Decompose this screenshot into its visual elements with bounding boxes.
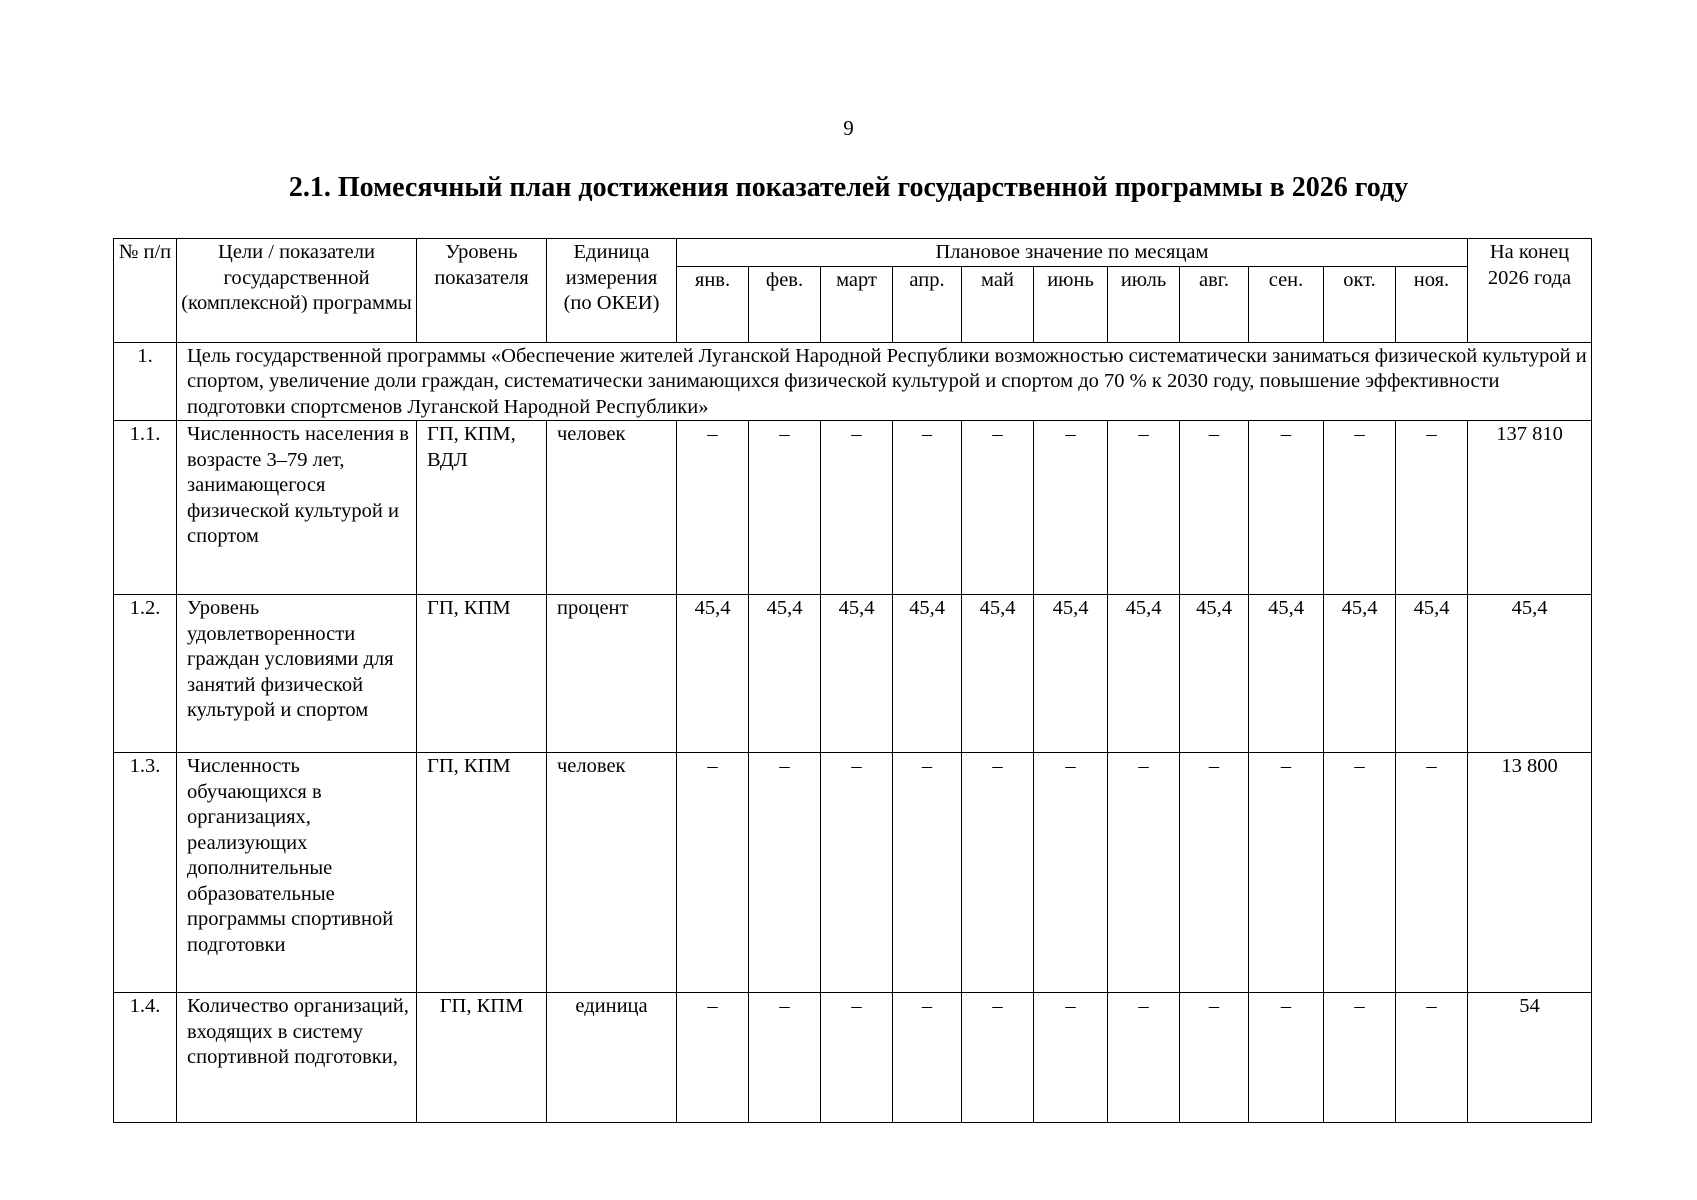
header-month: сен. bbox=[1249, 266, 1324, 342]
row-unit: процент bbox=[547, 595, 677, 753]
row-unit: человек bbox=[547, 753, 677, 993]
row-month-value: – bbox=[1034, 421, 1108, 595]
row-num: 1.3. bbox=[114, 753, 177, 993]
table-row bbox=[114, 421, 1592, 595]
row-month-value: 45,4 bbox=[1180, 595, 1249, 753]
header-month: фев. bbox=[749, 266, 821, 342]
row-month-value: – bbox=[962, 993, 1034, 1123]
row-num: 1.2. bbox=[114, 595, 177, 753]
header-end: На конец 2026 года bbox=[1468, 239, 1592, 343]
header-month: ноя. bbox=[1396, 266, 1468, 342]
page-number: 9 bbox=[843, 116, 854, 140]
row-month-value: – bbox=[1396, 993, 1468, 1123]
row-num: 1.1. bbox=[114, 421, 177, 595]
row-unit: единица bbox=[547, 993, 677, 1123]
row-month-value: – bbox=[821, 753, 893, 993]
row-name: Уровень удовлетворенности граждан условиями для занятий физической культурой и спортом bbox=[177, 595, 417, 753]
header-plan-group: Плановое значение по месяцам bbox=[677, 239, 1468, 267]
row-month-value: – bbox=[1108, 421, 1180, 595]
row-month-value: – bbox=[821, 421, 893, 595]
header-month: июнь bbox=[1034, 266, 1108, 342]
row-month-value: – bbox=[962, 421, 1034, 595]
row-month-value: 45,4 bbox=[677, 595, 749, 753]
row-month-value: – bbox=[749, 421, 821, 595]
goal-row bbox=[114, 342, 1592, 421]
row-month-value: – bbox=[1034, 993, 1108, 1123]
row-month-value: – bbox=[677, 993, 749, 1123]
row-month-value: 45,4 bbox=[821, 595, 893, 753]
row-name: Количество организаций, входящих в систему спортивной подготовки, bbox=[177, 993, 417, 1123]
header-level: Уровень показателя bbox=[417, 239, 547, 343]
row-month-value: 45,4 bbox=[1249, 595, 1324, 753]
row-month-value: – bbox=[893, 753, 962, 993]
row-unit: человек bbox=[547, 421, 677, 595]
row-month-value: – bbox=[677, 753, 749, 993]
row-month-value: – bbox=[749, 753, 821, 993]
header-goal: Цели / показатели государственной (комплексной) программы bbox=[177, 239, 417, 343]
row-level: ГП, КПМ bbox=[417, 753, 547, 993]
row-num: 1.4. bbox=[114, 993, 177, 1123]
header-unit: Единица измерения (по ОКЕИ) bbox=[547, 239, 677, 343]
goal-text: Цель государственной программы «Обеспечение жителей Луганской Народной Республики возможностью систематически заниматься физической культурой и спортом, увеличение доли граждан, систематически занимающихся физической культурой и спортом до 70 % к 2030 году, повышение эффективности подготовки спортсменов Луганской Народной Республики» bbox=[177, 342, 1592, 421]
row-month-value: – bbox=[677, 421, 749, 595]
table-row bbox=[114, 595, 1592, 753]
row-month-value: – bbox=[749, 993, 821, 1123]
row-end-value: 137 810 bbox=[1468, 421, 1592, 595]
row-month-value: 45,4 bbox=[1108, 595, 1180, 753]
table-row bbox=[114, 753, 1592, 993]
row-month-value: – bbox=[1396, 421, 1468, 595]
row-end-value: 45,4 bbox=[1468, 595, 1592, 753]
row-month-value: – bbox=[1249, 753, 1324, 993]
row-month-value: – bbox=[1108, 753, 1180, 993]
row-month-value: 45,4 bbox=[893, 595, 962, 753]
row-end-value: 13 800 bbox=[1468, 753, 1592, 993]
row-month-value: – bbox=[1249, 993, 1324, 1123]
row-month-value: 45,4 bbox=[962, 595, 1034, 753]
header-month: июль bbox=[1108, 266, 1180, 342]
row-month-value: – bbox=[1180, 753, 1249, 993]
goal-num: 1. bbox=[114, 342, 177, 421]
row-month-value: – bbox=[1180, 421, 1249, 595]
row-level: ГП, КПМ bbox=[417, 993, 547, 1123]
row-month-value: 45,4 bbox=[1034, 595, 1108, 753]
row-month-value: – bbox=[1034, 753, 1108, 993]
row-month-value: – bbox=[1180, 993, 1249, 1123]
row-month-value: – bbox=[1396, 753, 1468, 993]
row-month-value: – bbox=[1324, 753, 1396, 993]
table-header-row bbox=[114, 239, 1592, 267]
row-month-value: – bbox=[1249, 421, 1324, 595]
row-month-value: – bbox=[893, 421, 962, 595]
header-month: май bbox=[962, 266, 1034, 342]
row-month-value: – bbox=[962, 753, 1034, 993]
row-level: ГП, КПМ bbox=[417, 595, 547, 753]
row-month-value: 45,4 bbox=[749, 595, 821, 753]
row-month-value: 45,4 bbox=[1396, 595, 1468, 753]
header-month: янв. bbox=[677, 266, 749, 342]
header-month: апр. bbox=[893, 266, 962, 342]
row-month-value: – bbox=[893, 993, 962, 1123]
page-title: 2.1. Помесячный план достижения показателей государственной программы в 2026 году bbox=[288, 172, 1409, 203]
row-name: Численность населения в возрасте 3–79 лет, занимающегося физической культурой и спортом bbox=[177, 421, 417, 595]
row-month-value: 45,4 bbox=[1324, 595, 1396, 753]
row-month-value: – bbox=[1324, 993, 1396, 1123]
header-month: март bbox=[821, 266, 893, 342]
row-name: Численность обучающихся в организациях, реализующих дополнительные образовательные программы спортивной подготовки bbox=[177, 753, 417, 993]
row-month-value: – bbox=[1324, 421, 1396, 595]
row-month-value: – bbox=[821, 993, 893, 1123]
row-month-value: – bbox=[1108, 993, 1180, 1123]
header-num: № п/п bbox=[114, 239, 177, 343]
table-row bbox=[114, 993, 1592, 1123]
row-level: ГП, КПМ, ВДЛ bbox=[417, 421, 547, 595]
monthly-plan-table bbox=[113, 238, 1592, 1123]
row-end-value: 54 bbox=[1468, 993, 1592, 1123]
header-month: авг. bbox=[1180, 266, 1249, 342]
header-month: окт. bbox=[1324, 266, 1396, 342]
